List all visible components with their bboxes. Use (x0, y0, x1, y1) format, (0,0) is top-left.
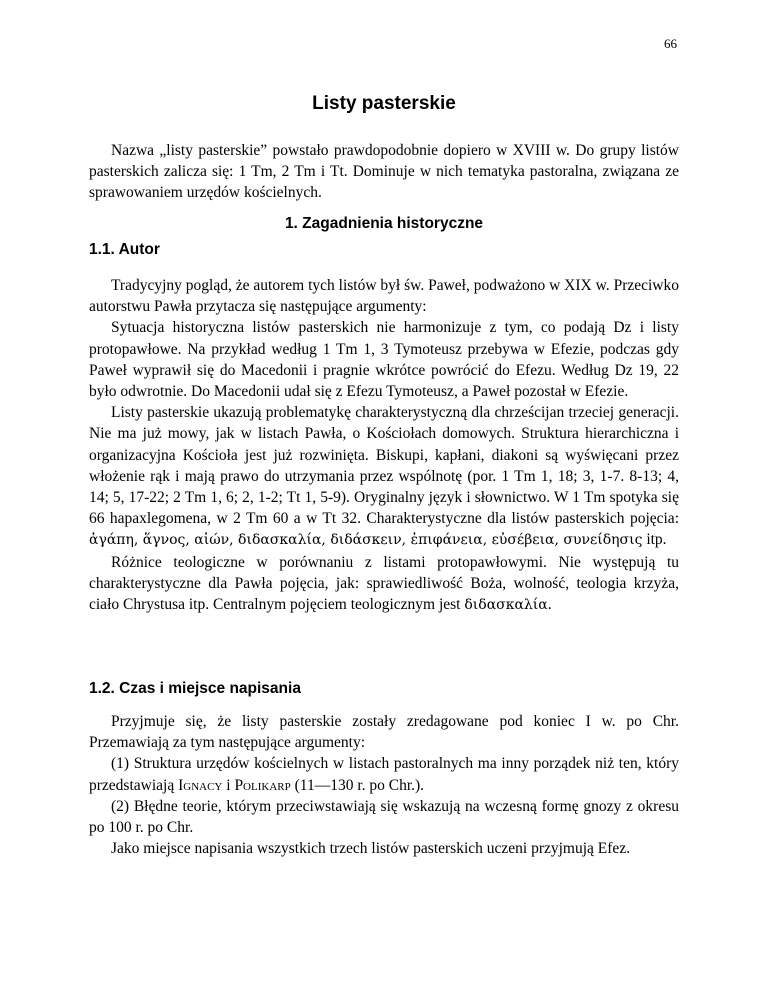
author-paragraph-3-text: Listy pasterskie ukazują problematykę charakterystyczną dla chrześcijan trzeciej generacji. Nie ma już mowy, jak w listach Pawła, o Kościołach domowych. Struktura hierarchiczna i organizacyjna Kościoła jest już rozwinięta. Biskupi, kapłani, diakoni są wyświęcani przez włożenie rąk i mają prawo do utrzymania przez wspólnotę (por. 1 Tm 1, 18; 3, 1-7. 8-13; 4, 14; 5, 17-22; 2 Tm 1, 6; 2, 1-2; Tt 1, 5-9). Oryginalny język i słownictwo. W 1 Tm spotyka się 66 hapaxlegomena, w 2 Tm 60 a w Tt 32. Charakterystyczne dla listów pasterskich pojęcia: (89, 404, 679, 528)
author-paragraph-2: Sytuacja historyczna listów pasterskich nie harmonizuje z tym, co podają Dz i listy protopawłowe. Na przykład według 1 Tm 1, 3 Tymoteusz przebywa w Efezie, podczas gdy Paweł wyprawił się do Macedonii i pragnie wkrótce powrócić do Efezu. Według Dz 19, 22 było odwrotnie. Do Macedonii udał się z Efezu Tymoteusz, a Paweł pozostał w Efezie. (89, 319, 679, 401)
greek-term-didaskalia: διδασκαλία (464, 597, 548, 614)
time-paragraph-1: Przyjmuje się, że listy pasterskie zostały zredagowane pod koniec I w. po Chr. Przemawiają za tym następujące argumenty: (89, 713, 679, 752)
author-paragraph-4-end: . (547, 596, 552, 614)
page-number: 66 (664, 36, 677, 51)
time-place-section (89, 711, 679, 859)
author-paragraph-4 (89, 552, 679, 617)
author-paragraph-1: Tradycyjny pogląd, że autorem tych listów był św. Paweł, podważono w XIX w. Przeciwko autorstwu Pawła przytacza się następujące argumenty: (89, 277, 679, 316)
time-paragraph-2-end: (11—130 r. po Chr.). (294, 776, 425, 794)
name-ignacy: Ignacy (178, 776, 223, 794)
subsection-heading-time-place: 1.2. Czas i miejsce napisania (89, 680, 301, 697)
time-paragraph-2 (89, 753, 679, 795)
time-paragraph-2-mid: i (226, 776, 231, 794)
intro-section (89, 140, 679, 204)
greek-terms: ἀγάπη, ἅγνος, αἰών, διδασκαλία, διδάσκειν, ἐπιφάνεια, εὐσέβεια, συνείδησις (89, 532, 643, 549)
author-paragraph-3-end: itp. (646, 531, 667, 549)
name-polikarp: Polikarp (234, 776, 291, 794)
author-paragraph-4-text: Różnice teologiczne w porównaniu z listami protopawłowymi. Nie występują tu charakterystyczne dla Pawła pojęcia, jak: sprawiedliwość Boża, wolność, teologia krzyża, ciało Chrystusa itp. Centralnym pojęciem teologicznym jest (89, 553, 679, 614)
intro-paragraph: Nazwa „listy pasterskie” powstało prawdopodobnie dopiero w XVIII w. Do grupy listów pasterskich zalicza się: 1 Tm, 2 Tm i Tt. Dominuje w nich tematyka pastoralna, związana ze sprawowaniem urzędów kościelnych. (89, 142, 679, 202)
time-paragraph-3: (2) Błędne teorie, którym przeciwstawiają się wskazują na wczesną formę gnozy z okresu po 100 r. po Chr. (89, 797, 679, 837)
subsection-heading-author: 1.1. Autor (89, 241, 160, 258)
author-section (89, 275, 679, 616)
page-title: Listy pasterskie (312, 93, 456, 114)
section-heading-historical: 1. Zagadnienia historyczne (284, 215, 484, 232)
author-paragraph-3 (89, 402, 679, 551)
time-paragraph-2-start: (1) Struktura urzędów kościelnych w listach pastoralnych ma inny porządek niż ten, który przedstawiają (89, 755, 679, 794)
time-paragraph-4: Jako miejsce napisania wszystkich trzech listów pasterskich uczeni przyjmują Efez. (111, 840, 631, 858)
